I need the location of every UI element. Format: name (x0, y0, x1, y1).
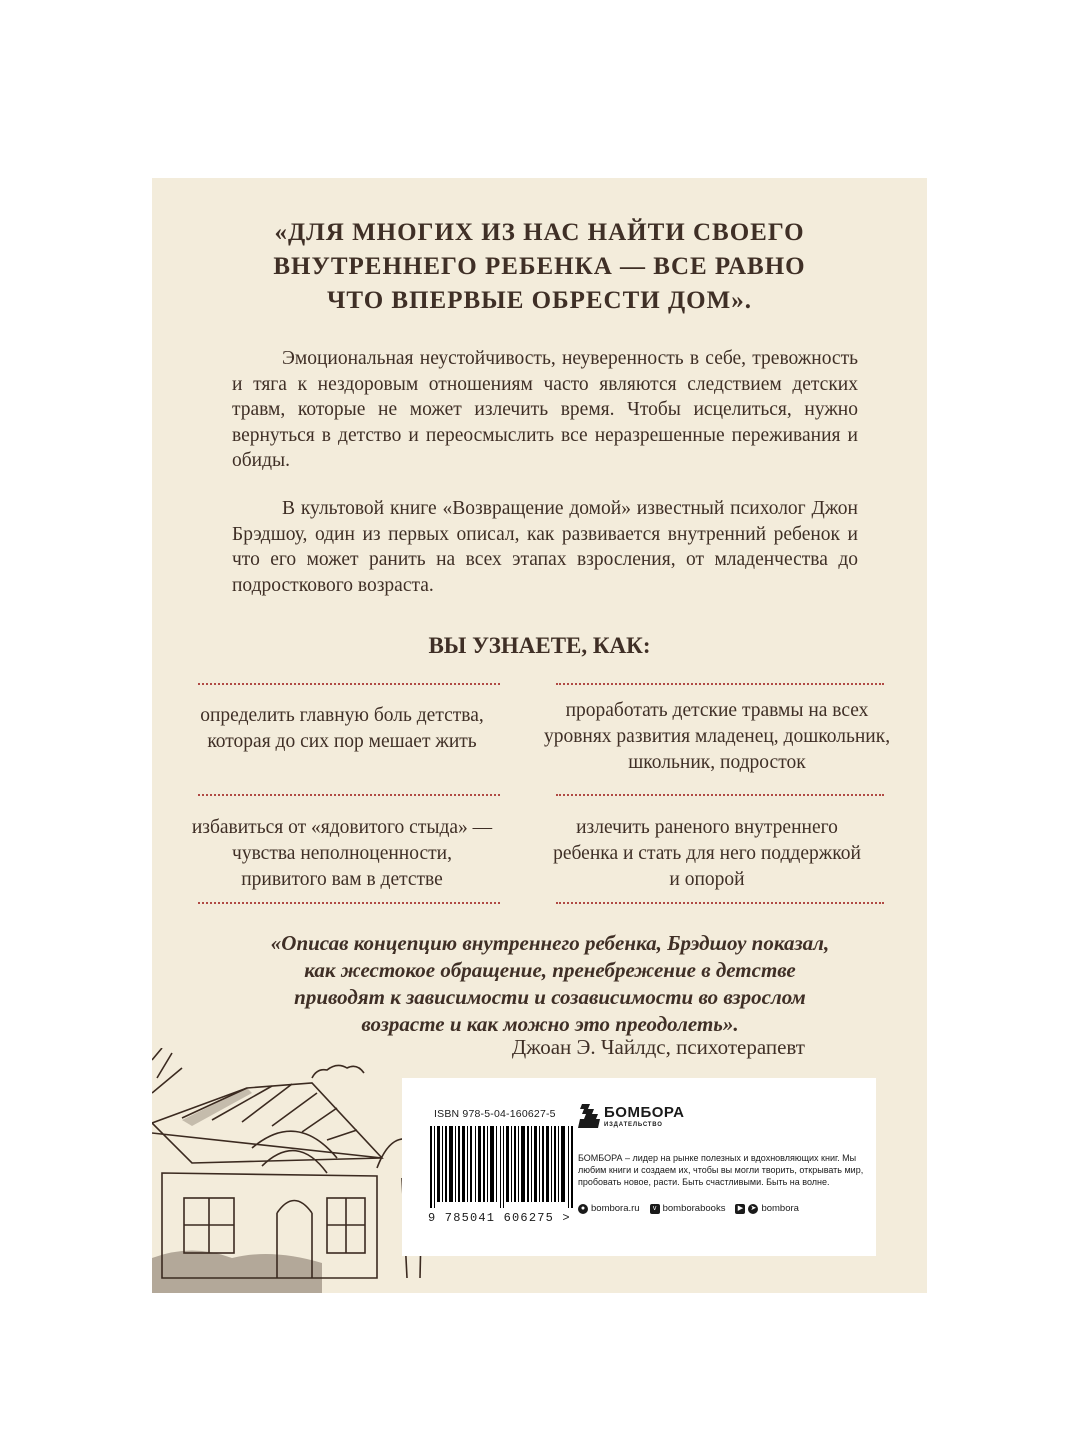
publisher-name: БОМБОРА (604, 1104, 685, 1121)
social-website[interactable] (578, 1203, 640, 1214)
review-quote: «Описав концепцию внутреннего ребенка, Брэдшоу показал, как жестокое обращение, пренебрежение в детстве приводят к зависимости и созависимости во взрослом возрасте и как можно это преодолеть». (270, 931, 830, 1036)
publisher-socials (578, 1203, 868, 1214)
description-paragraph-2: В культовой книге «Возвращение домой» известный психолог Джон Брэдшоу, один из первых описал, как развивается внутренний ребенок и что его может ранить на всех этапах взросления, от младенчества до подросткового возраста. (232, 498, 858, 596)
learn-item-4: излечить раненого внутреннего ребенка и стать для него поддержкой и опорой (553, 817, 861, 890)
isbn-number: ISBN 978-5-04-160627-5 (434, 1108, 556, 1120)
social-other[interactable] (735, 1203, 799, 1214)
learn-item-1: определить главную боль детства, которая до сих пор мешает жить (200, 705, 484, 752)
learn-item-3: избавиться от «ядовитого стыда» — чувства неполноценности, привитого вам в детстве (191, 817, 493, 890)
divider-top-left (198, 683, 500, 685)
social-vk-label: bomborabooks (662, 1203, 726, 1214)
headline-quote (152, 216, 927, 318)
book-back-cover (152, 178, 927, 1293)
telegram-icon: ➤ (748, 1204, 758, 1214)
divider-top-right (556, 683, 884, 685)
vk-icon: v (650, 1204, 660, 1214)
description-paragraph-1: Эмоциональная неустойчивость, неуверенность в себе, тревожность и тяга к нездоровым отношениям часто являются следствием детских травм, которые не может излечить время. Чтобы исцелиться, нужно вернуться в детство и переосмыслить все неразрешенные переживания и обиды. (232, 348, 858, 472)
video-icon: ▶ (735, 1204, 745, 1214)
quote-line-2: ВНУТРЕННЕГО РЕБЕНКА — ВСЕ РАВНО (273, 253, 806, 280)
globe-icon: ● (578, 1204, 588, 1214)
social-website-label: bombora.ru (591, 1203, 640, 1214)
publisher-description: БОМБОРА – лидер на рынке полезных и вдохновляющих книг. Мы любим книги и создаем их, чтобы вы могли творить, открывать мир, пробовать новое, расти. Быть счастливыми. Быть на волне. (578, 1153, 864, 1187)
divider-middle-right (556, 794, 884, 796)
isbn-sticker (402, 1078, 876, 1256)
social-vk[interactable] (650, 1203, 726, 1214)
quote-line-1: «ДЛЯ МНОГИХ ИЗ НАС НАЙТИ СВОЕГО (274, 219, 805, 246)
learn-item-2: проработать детские травмы на всех уровнях развития младенец, дошкольник, школьник, подросток (543, 700, 891, 773)
review-author: Джоан Э. Чайлдс, психотерапевт (511, 1035, 805, 1059)
divider-middle-left (198, 794, 500, 796)
publisher-subtitle: ИЗДАТЕЛЬСТВО (604, 1122, 663, 1128)
barcode (430, 1126, 574, 1208)
learn-heading: ВЫ УЗНАЕТЕ, КАК: (428, 633, 651, 658)
social-other-label: bombora (761, 1203, 799, 1214)
quote-line-3: ЧТО ВПЕРВЫЕ ОБРЕСТИ ДОМ». (327, 287, 752, 314)
bombora-logo-icon (578, 1102, 600, 1130)
divider-bottom-right (556, 902, 884, 904)
barcode-digits: 9 785041 606275 > (428, 1211, 571, 1225)
divider-bottom-left (198, 902, 500, 904)
